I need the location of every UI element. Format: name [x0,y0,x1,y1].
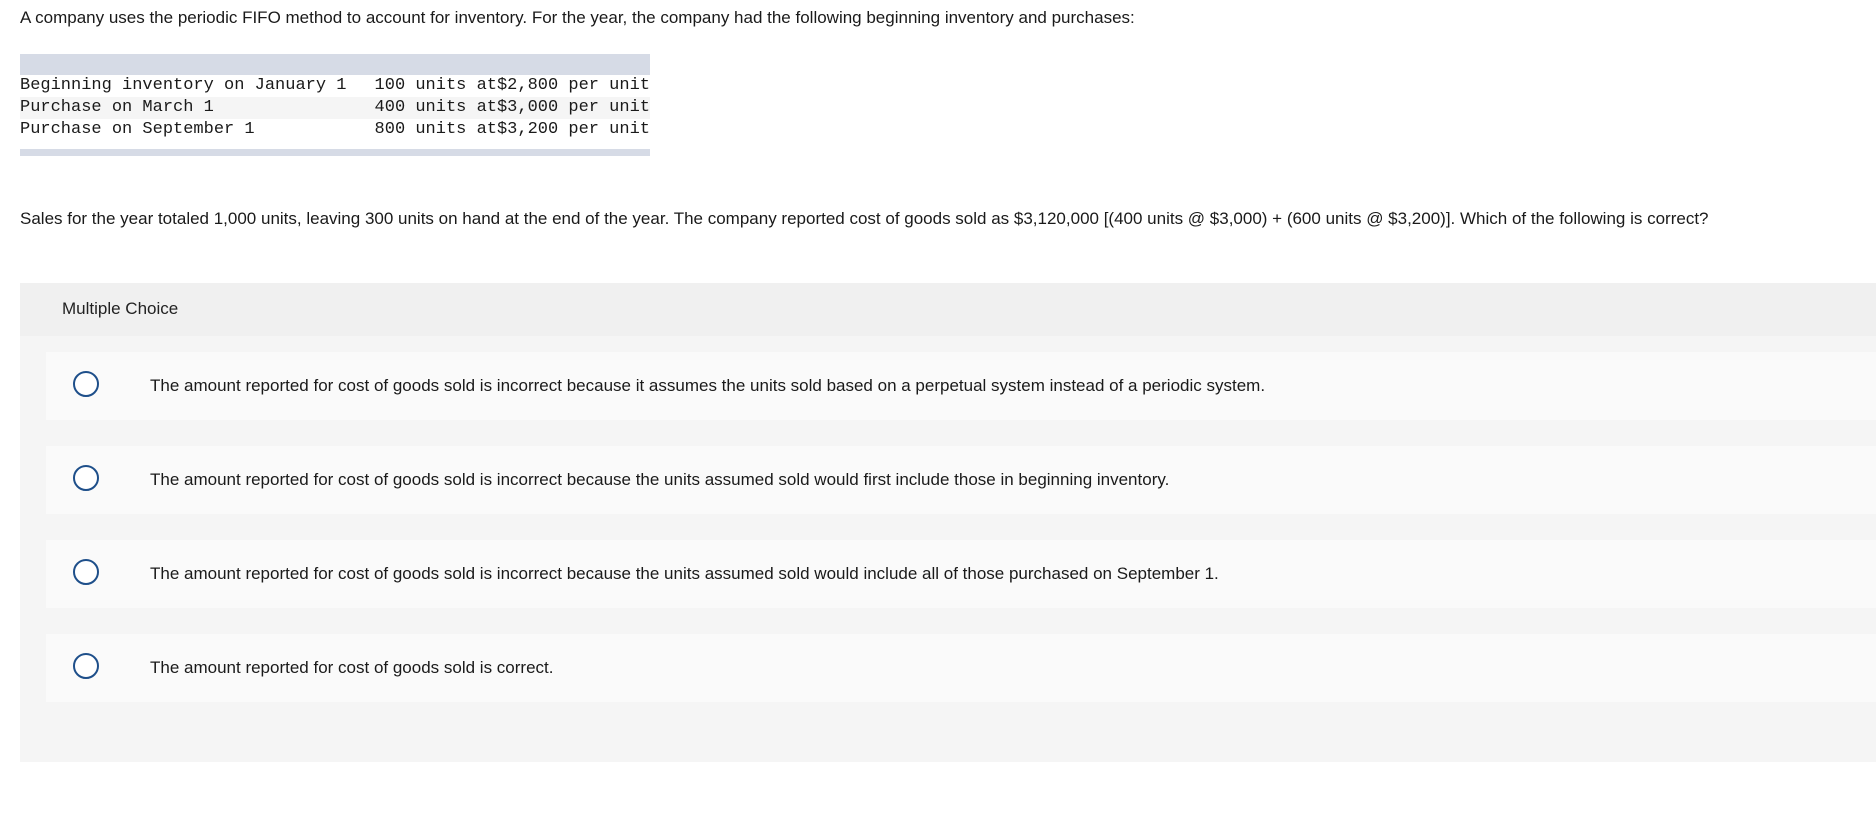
table-row [20,119,650,141]
choice-option-1[interactable] [46,352,1876,420]
row-description: Purchase on September 1 [20,120,255,139]
multiple-choice-header [20,283,1876,336]
row-quantity: 100 units at$2,800 per unit [374,76,650,95]
choice-label[interactable]: The amount reported for cost of goods sold is incorrect because it assumes the units sold based on a perpetual system instead of a periodic system. [150,376,1266,395]
choice-label[interactable]: The amount reported for cost of goods sold is correct. [150,658,554,677]
multiple-choice-title: Multiple Choice [62,299,179,318]
choice-label[interactable]: The amount reported for cost of goods sold is incorrect because the units assumed sold would first include those in beginning inventory. [150,470,1170,489]
choice-option-4[interactable] [46,634,1876,702]
inventory-table [20,54,650,156]
table-row [20,97,650,119]
table-footer-bar [20,149,650,156]
row-quantity: 400 units at$3,000 per unit [360,97,650,119]
radio-button-icon[interactable] [73,371,99,397]
radio-button-icon[interactable] [73,653,99,679]
choice-label[interactable]: The amount reported for cost of goods sold is incorrect because the units assumed sold would include all of those purchased on September 1. [150,564,1219,583]
row-quantity: 800 units at$3,200 per unit [374,120,650,139]
table-header-bar [20,54,650,75]
radio-button-icon[interactable] [73,559,99,585]
row-description: Beginning inventory on January 1 [20,76,347,95]
row-description: Purchase on March 1 [20,97,360,119]
table-row [20,75,650,97]
choice-option-3[interactable] [46,540,1876,608]
question-intro: A company uses the periodic FIFO method to account for inventory. For the year, the company had the following beginning inventory and purchases: [20,8,1135,27]
question-prompt: Sales for the year totaled 1,000 units, leaving 300 units on hand at the end of the year. The company reported cost of goods sold as $3,120,000 [(400 units @ $3,000) + (600 units @ $3,200)]. Which of the following is correct? [20,209,1709,228]
radio-button-icon[interactable] [73,465,99,491]
multiple-choice-panel [20,283,1876,762]
choice-option-2[interactable] [46,446,1876,514]
